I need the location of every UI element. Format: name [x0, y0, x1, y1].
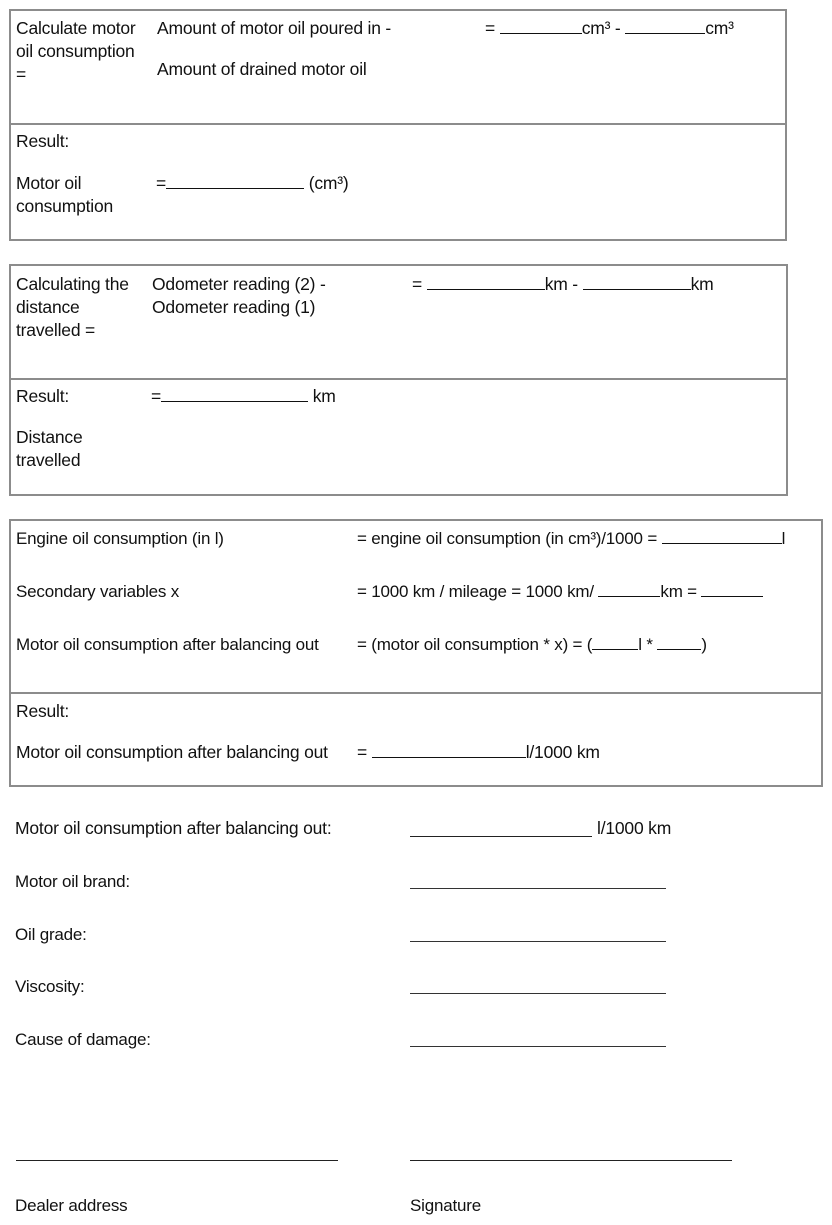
oil-drained-field[interactable]: [625, 18, 705, 34]
equals-sign: =: [412, 274, 423, 294]
engine-oil-liters-field[interactable]: [662, 528, 782, 544]
formula-text: = engine oil consumption (in cm³)/1000 =: [357, 529, 658, 548]
balance-result-fill: [357, 741, 600, 764]
formula-text: = (motor oil consumption * x) = (: [357, 635, 593, 654]
unit-label: km: [312, 386, 336, 406]
equals-sign: =: [485, 18, 496, 38]
secondary-variable-formula: [357, 580, 763, 603]
oil-brand-label: Motor oil brand:: [15, 872, 130, 891]
distance-formula-line1: Odometer reading (2) -: [152, 274, 326, 294]
unit-label: km =: [660, 582, 697, 601]
cause-of-damage-label: Cause of damage:: [15, 1030, 151, 1049]
divider: [11, 123, 785, 125]
oil-consumption-label: Motor oil consumption: [16, 173, 114, 216]
oil-grade-label: Oil grade:: [15, 925, 87, 944]
oil-poured-field[interactable]: [500, 18, 582, 34]
viscosity-field[interactable]: [410, 993, 666, 994]
x-value-field[interactable]: [657, 634, 701, 650]
consumption-liters-field[interactable]: [592, 634, 638, 650]
signature-field[interactable]: [410, 1160, 732, 1161]
unit-label: cm³ -: [581, 18, 621, 38]
distance-calc-label: Calculating the distance travelled =: [16, 274, 129, 340]
unit-label: (cm³): [308, 173, 349, 193]
equals-sign: =: [151, 386, 162, 406]
closing-paren: ): [701, 635, 707, 654]
oil-formula-fill: [485, 17, 734, 40]
oil-formula-line2: Amount of drained motor oil: [157, 59, 367, 79]
secondary-variable-field[interactable]: [701, 581, 763, 597]
oil-calc-label: Calculate motor oil consumption =: [16, 18, 136, 84]
unit-label: l *: [638, 635, 653, 654]
divider: [11, 692, 821, 694]
unit-label: km -: [544, 274, 578, 294]
dealer-address-label: Dealer address: [15, 1196, 128, 1215]
oil-consumption-field[interactable]: [166, 173, 304, 189]
oil-brand-field[interactable]: [410, 888, 666, 889]
divider: [11, 378, 786, 380]
balance-result-label: Result:: [16, 701, 70, 721]
balanced-consumption-label: Motor oil consumption after balancing out: [16, 635, 319, 654]
signature-label: Signature: [410, 1196, 481, 1215]
equals-sign: =: [156, 173, 167, 193]
summary-balance-label: Motor oil consumption after balancing out:: [15, 818, 332, 838]
distance-result-field[interactable]: [161, 386, 308, 402]
unit-label: cm³: [705, 18, 734, 38]
balanced-consumption-formula: [357, 633, 707, 656]
summary-balance-field[interactable]: [410, 836, 592, 837]
dealer-address-field[interactable]: [16, 1160, 338, 1161]
engine-oil-liters-formula: [357, 527, 785, 550]
odometer-1-field[interactable]: [583, 274, 691, 290]
viscosity-label: Viscosity:: [15, 977, 85, 996]
unit-label: km: [690, 274, 714, 294]
distance-formula-line2: Odometer reading (1): [152, 297, 316, 317]
balance-result-field[interactable]: [372, 742, 526, 758]
unit-label: l: [781, 529, 786, 548]
summary-balance-unit: l/1000 km: [597, 818, 672, 838]
secondary-variable-label: Secondary variables x: [16, 582, 180, 601]
formula-text: = 1000 km / mileage = 1000 km/: [357, 582, 594, 601]
distance-result-fill: [151, 385, 336, 408]
oil-result-label: Result:: [16, 131, 70, 151]
oil-consumption-fill: [156, 172, 349, 195]
distance-result-label: Result:: [16, 386, 70, 406]
distance-travelled-label: Distance travelled: [16, 427, 83, 470]
cause-of-damage-field[interactable]: [410, 1046, 666, 1047]
unit-label: l/1000 km: [525, 742, 600, 762]
engine-oil-liters-label: Engine oil consumption (in l): [16, 529, 224, 548]
oil-formula-line1: Amount of motor oil poured in -: [157, 18, 392, 38]
distance-formula-fill: [412, 273, 714, 296]
odometer-2-field[interactable]: [427, 274, 545, 290]
mileage-field[interactable]: [598, 581, 660, 597]
oil-grade-field[interactable]: [410, 941, 666, 942]
balance-result-text: Motor oil consumption after balancing out: [16, 742, 328, 762]
equals-sign: =: [357, 742, 368, 762]
